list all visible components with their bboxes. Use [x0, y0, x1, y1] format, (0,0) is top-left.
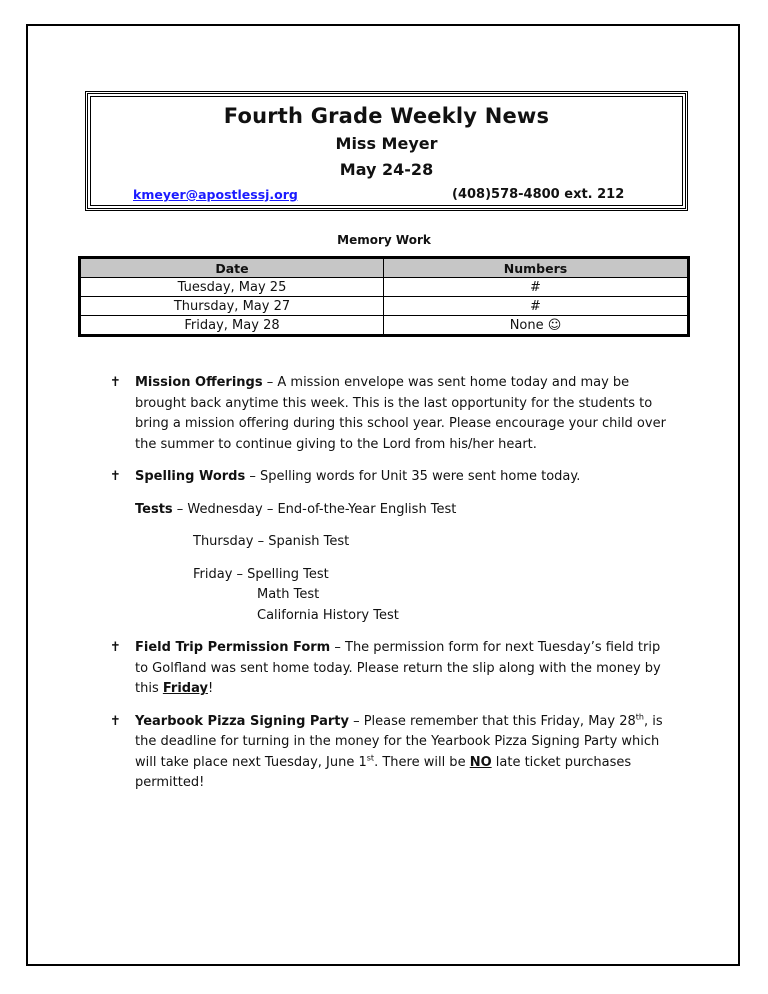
table-header-row	[80, 258, 689, 278]
item-text: late ticket purchases permitted!	[135, 754, 632, 790]
mission-offerings-item	[110, 373, 670, 455]
item-text: – The permission form for next Tuesday’s field trip to Golfland was sent home today. Please return the slip along with the money by this	[135, 640, 661, 696]
date-cell: Tuesday, May 25	[80, 278, 384, 297]
item-text: – Please remember that this Friday, May 28	[348, 713, 636, 729]
column-header-date: Date	[80, 258, 384, 278]
item-label: Spelling Words	[135, 469, 246, 484]
friday-emphasis: Friday	[162, 681, 208, 696]
cross-bullet-icon: ✝	[110, 640, 121, 655]
newsletter-title: Fourth Grade Weekly News	[223, 104, 550, 128]
item-text-end: !	[207, 681, 214, 696]
tests-friday-math: Math Test	[257, 587, 320, 602]
table-row	[80, 316, 689, 336]
numbers-cell: #	[384, 297, 689, 316]
item-label: Yearbook Pizza Signing Party	[135, 713, 349, 729]
tests-wednesday	[110, 500, 670, 521]
spelling-words-item	[110, 467, 670, 488]
teacher-name: Miss Meyer	[335, 134, 438, 153]
item-label: Mission Offerings	[135, 375, 263, 390]
tests-friday: Friday – Spelling Test	[193, 566, 329, 582]
tests-thursday: Thursday – Spanish Test	[193, 534, 350, 549]
email-link[interactable]: kmeyer@apostlessj.org	[133, 187, 298, 202]
column-header-numbers: Numbers	[384, 258, 689, 278]
week-dates: May 24-28	[339, 160, 434, 179]
item-text: – A mission envelope was sent home today and may be brought back anytime this week. This is the last opportunity for the students to bring a mission offering during this school year. Please encourage your child over the summer to continue giving to the Lord from his/her heart.	[135, 375, 666, 452]
memory-work-caption: Memory Work	[337, 233, 431, 247]
cross-bullet-icon: ✝	[110, 375, 121, 390]
announcements	[110, 373, 670, 794]
item-text: , is the deadline for turning in the money for the Yearbook Pizza Signing Party which will take place next Tuesday, June 1	[135, 713, 663, 770]
newsletter-header	[85, 91, 688, 211]
cross-bullet-icon: ✝	[110, 469, 121, 484]
item-text: – Spelling words for Unit 35 were sent home today.	[245, 469, 581, 484]
numbers-cell: #	[384, 278, 689, 297]
item-text: . There will be	[374, 754, 470, 770]
field-trip-item	[110, 638, 670, 700]
table-row	[80, 278, 689, 297]
date-cell: Friday, May 28	[80, 316, 384, 336]
tests-label: Tests	[135, 501, 173, 517]
yearbook-party-item	[110, 712, 670, 794]
cross-bullet-icon: ✝	[110, 713, 121, 729]
item-label: Field Trip Permission Form	[135, 640, 331, 655]
table-row	[80, 297, 689, 316]
no-emphasis: NO	[469, 754, 492, 770]
ordinal-suffix: st	[366, 753, 375, 763]
tests-friday-history: California History Test	[257, 607, 399, 623]
numbers-cell: None ☺	[384, 316, 689, 336]
memory-work-table	[78, 256, 690, 337]
phone-number: (408)578-4800 ext. 212	[452, 187, 625, 202]
date-cell: Thursday, May 27	[80, 297, 384, 316]
ordinal-suffix: th	[635, 712, 644, 722]
tests-wednesday-text: – Wednesday – End-of-the-Year English Test	[172, 501, 457, 517]
